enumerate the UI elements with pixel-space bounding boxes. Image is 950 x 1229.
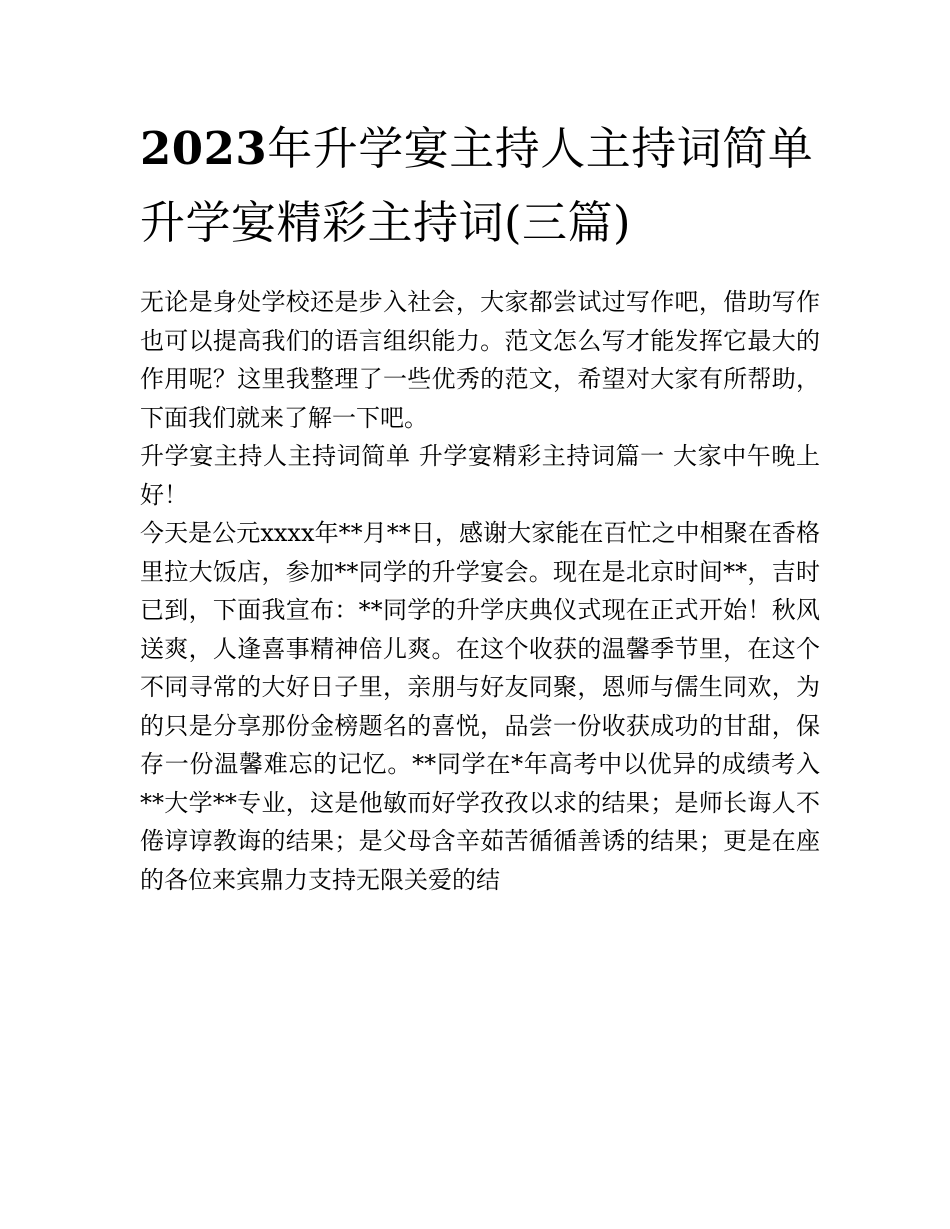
title-year: 2023 xyxy=(140,122,268,175)
speech-paragraph: 今天是公元xxxx年**月**日，感谢大家能在百忙之中相聚在香格里拉大饭店，参加**同学的升学宴会。现在是北京时间**，吉时已到，下面我宣布：**同学的升学庆典仪式现在正式开始！秋风送爽，人逢喜事精神倍儿爽。在这个收获的温馨季节里，在这个不同寻常的大好日子里，亲朋与好友同聚，恩师与儒生同欢，为的只是分享那份金榜题名的喜悦，品尝一份收获成功的甘甜，保存一份温馨难忘的记忆。**同学在*年高考中以优异的成绩考入**大学**专业，这是他敏而好学孜孜以求的结果；是师长诲人不倦谆谆教诲的结果；是父母含辛茹苦循循善诱的结果；更是在座的各位来宾鼎力支持无限关爱的结 xyxy=(140,519,820,894)
intro-paragraph: 无论是身处学校还是步入社会，大家都尝试过写作吧，借助写作也可以提高我们的语言组织能力。范文怎么写才能发挥它最大的作用呢？这里我整理了一些优秀的范文，希望对大家有所帮助，下面我们就来了解一下吧。 xyxy=(140,288,820,432)
title-text: 年升学宴主持人主持词简单 升学宴精彩主持词(三篇) xyxy=(140,122,814,249)
document-title xyxy=(140,112,820,260)
document-body xyxy=(140,283,820,899)
section-heading-paragraph: 升学宴主持人主持词简单 升学宴精彩主持词篇一 大家中午晚上好！ xyxy=(140,442,820,509)
